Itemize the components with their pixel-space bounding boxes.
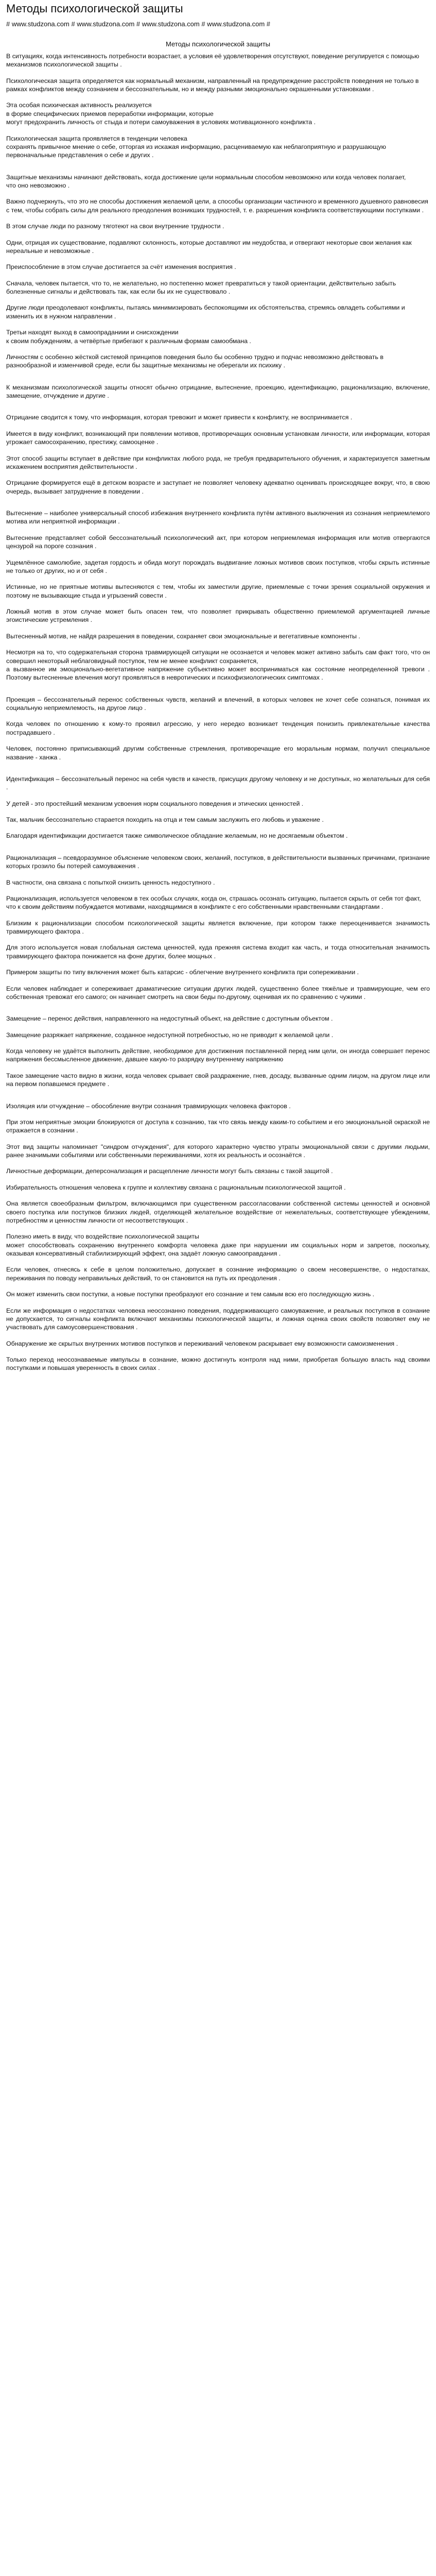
paragraph: В частности, она связана с попыткой снизить ценность недоступного . <box>6 878 215 886</box>
paragraph: Защитные механизмы начинают действовать, когда достижение цели нормальным способом невозможно или когда человек полагает, что оно невозможно . <box>6 173 406 190</box>
page-title: Методы психологической защиты <box>6 2 183 15</box>
paragraph: Человек, постоянно приписывающий другим собственные стремления, противоречащие его моральным нормам, получил специальное название - ханжа . <box>6 745 430 761</box>
paragraph: Этот способ защиты вступает в действие при конфликтах любого рода, не требуя предварительного обучения, и характеризуется заметным искажением восприятия действительности . <box>6 454 430 470</box>
paragraph: Обнаружение же скрытых внутренних мотивов поступков и переживаний человеком раскрывает ему возможности самоизменения . <box>6 1340 398 1347</box>
paragraph: Замещение разряжает напряжение, созданное недоступной потребностью, но не приводит к желаемой цели . <box>6 1031 334 1039</box>
paragraph: Если человек наблюдает и сопереживает драматические ситуации других людей, существенно более тяжёлые и травмирующие, чем его собственная тревожат его самого; он начинает смотреть на свои беды по-другому, оценивая их по сравнению с чужими . <box>6 985 430 1001</box>
paragraph: Такое замещение часто видно в жизни, когда человек срывает свой раздражение, гнев, досаду, вызванные одним лицом, на другом лице или на первом попавшемся предмете . <box>6 1072 430 1088</box>
paragraph: Психологическая защита определяется как нормальный механизм, направленный на предупреждение расстройств поведения не только в рамках конфликтов между сознанием и бессознательным, но и между разными эмоционально окрашенными установками . <box>6 77 419 93</box>
paragraph: Несмотря на то, что содержательная сторона травмирующей ситуации не осознается и человек может активно забыть сам факт того, что он совершил некоторый неблаговидный поступок, тем не менее конфликт сохраняется, а вызванное им эмоционально-вегетативное напряжение субъективно может восприниматься как состояние неопределенной тревоги . Поэтому вытесненные влечения могут проявляться в невротических и психофизиологических симптомах . <box>6 649 430 682</box>
paragraph: В этом случае люди по разному тяготеют на свои внутренние трудности . <box>6 223 224 230</box>
paragraph: Вытеснение представляет собой бессознательный психологический акт, при котором неприемлемая информация или мотив отвергаются цензурой на пороге сознания . <box>6 534 430 550</box>
paragraph: Ущемлённое самолюбие, задетая гордость и обида могут порождать выдвигание ложных мотивов своих поступков, чтобы скрыть истинные не только от других, но и от себя . <box>6 558 430 574</box>
paragraph: Сначала, человек пытается, что то, не желательно, но постепенно может превратиться у такой ориентации, действительно забыть болезненные сигналы и действовать так, как если бы их не существовало . <box>6 279 396 296</box>
paragraph: Другие люди преодолевают конфликты, пытаясь минимизировать беспокоящими их обстоятельства, стремясь овладеть событиями и изменить их в нужном направлении . <box>6 304 405 320</box>
paragraph: Психологическая защита проявляется в тенденции человека сохранять привычное мнение о себе, отторгая из искажая информацию, расцениваемую как неблагоприятную и разрушающую первоначальные представления о себе и других . <box>6 134 386 159</box>
paragraph: В ситуациях, когда интенсивность потребности возрастает, а условия её удовлетворения отсутствуют, поведение регулируется с помощью механизмов психологической защиты . <box>6 52 420 69</box>
source-line: # www.studzona.com # www.studzona.com # www.studzona.com # www.studzona.com # <box>6 20 271 28</box>
paragraph: Только переход неосознаваемые импульсы в сознание, можно достигнуть контроля над ними, приобретая большую власть над своими поступками и повышая уверенность в своих силах . <box>6 1356 430 1372</box>
paragraph: При этом неприятные эмоции блокируются от доступа к сознанию, так что связь между каким-то событием и его эмоциональной окраской не отражается в сознании . <box>6 1118 430 1134</box>
paragraph: К механизмам психологической защиты относят обычно отрицание, вытеснение, проекцию, идентификацию, рационализацию, включение, замещение, отчуждение и другие . <box>6 383 430 400</box>
paragraph: У детей - это простейший механизм усвоения норм социального поведения и этических ценностей . <box>6 800 304 807</box>
paragraph: Эта особая психическая активность реализуется в форме специфических приемов переработки информации, которые могут предохранить личность от стыда и потери самоуважения в условиях мотивационного конфликта . <box>6 101 316 126</box>
paragraph: Рационализация, используется человеком в тех особых случаях, когда он, страшась осознать ситуацию, пытается скрыть от себя тот факт, что к своим действиям побуждается мотивами, находящимися в конфликте с его собственными нравственными стандартами . <box>6 894 421 911</box>
paragraph: Личностные деформации, деперсонализация и расщепление личности могут быть связаны с такой защитой . <box>6 1167 333 1175</box>
paragraph: Важно подчеркнуть, что это не способы достижения желаемой цели, а способы организации частичного и временного душевного равновесия с тем, чтобы собрать силы для реального преодоления возникших трудностей, т. е. разрешения конфликта соответствующими поступками . <box>6 198 428 214</box>
paragraph: Изоляция или отчуждение – обособление внутри сознания травмирующих человека факторов . <box>6 1102 291 1110</box>
paragraph: Вытесненный мотив, не найдя разрешения в поведении, сохраняет свои эмоциональные и вегетативные компоненты . <box>6 632 360 640</box>
paragraph: Ложный мотив в этом случае может быть опасен тем, что позволяет прикрывать общественно приемлемой аргументацией личные эгоистические устремления . <box>6 608 430 624</box>
paragraph: Вытеснение – наиболее универсальный способ избежания внутреннего конфликта путём активного выключения из сознания неприемлемого мотива или неприятной информации . <box>6 510 430 526</box>
article-body <box>6 52 430 1372</box>
paragraph: Примером защиты по типу включения может быть катарсис - облегчение внутреннего конфликта при сопереживании . <box>6 969 359 976</box>
paragraph: Истинные, но не приятные мотивы вытесняются с тем, чтобы их заместили другие, приемлемые с точки зрения социальной окружения и поэтому не вызывающие стыда и угрызений совести . <box>6 583 430 599</box>
paragraph: Так, мальчик бессознательно старается походить на отца и тем самым заслужить его любовь и уважение . <box>6 816 324 824</box>
paragraph: Когда человеку не удаётся выполнить действие, необходимое для достижения поставленной перед ним цели, он иногда совершает перенос напряжения бессмысленное движение, давшее какую-то разрядку внутреннему напряжению <box>6 1047 430 1063</box>
paragraph: Она является своеобразным фильтром, включающимся при существенном рассогласовании собственной системы ценностей и основной своего поступка или поступков близких людей, отделяющей желательное воздействие от нежелательных, соответствующее убеждениям, потребностям и ценностям личности от несоответствующих . <box>6 1200 430 1224</box>
paragraph: Если человек, отнесясь к себе в целом положительно, допускает в сознание информацию о своем несовершенстве, о недостатках, переживания по поводу неправильных действий, то он становится на путь их преодоления . <box>6 1266 430 1282</box>
article-heading: Методы психологической защиты <box>165 40 271 48</box>
paragraph: Благодаря идентификации достигается также символическое обладание желаемым, но не досягаемым объектом . <box>6 832 348 840</box>
paragraph: Для этого используется новая глобальная система ценностей, куда прежняя система входит как часть, и тогда относительная значимость травмирующего фактора понижается на фоне других, более мощных . <box>6 944 430 960</box>
paragraph: Идентификация – бессознательный перенос на себя чувств и качеств, присущих другому человеку и не доступных, но желательных для себя . <box>6 775 430 791</box>
paragraph: Отрицание сводится к тому, что информация, которая тревожит и может привести к конфликту, не воспринимается . <box>6 414 353 421</box>
paragraph: Когда человек по отношению к кому-то проявил агрессию, у него нередко возникает тенденция понизить привлекательные качества пострадавшего . <box>6 720 430 736</box>
paragraph: Личностям с особенно жёсткой системой принципов поведения было бы особенно трудно и подчас невозможно действовать в разнообразной и изменчивой среде, если бы защитные механизмы не оберегали их психику . <box>6 353 383 369</box>
paragraph: Имеется в виду конфликт, возникающий при появлении мотивов, противоречащих основным установкам личности, или информации, которая угрожает самосохранению, престижу, самооценке . <box>6 430 430 446</box>
paragraph: Одни, отрицая их существование, подавляют склонность, которые доставляют им неудобства, и отвергают некоторые свои желания как нереальные и невозможные . <box>6 239 412 255</box>
paragraph: Избирательность отношения человека к группе и коллективу связана с рациональным психологической защитой . <box>6 1183 346 1191</box>
paragraph: Отрицание формируется ещё в детском возрасте и заступает не позволяет человеку адекватно оценивать происходящее вокруг, что, в свою очередь, вызывает затруднение в поведении . <box>6 479 430 495</box>
paragraph: Он может изменить свои поступки, а новые поступки преобразуют его сознание и тем самым всю его последующую жизнь . <box>6 1291 375 1298</box>
paragraph: Замещение – перенос действия, направленного на недоступный объект, на действие с доступным объектом . <box>6 1015 333 1023</box>
paragraph: Если же информация о недостатках человека неосознанно поведения, поддерживающего самоуважение, и реальных поступков в сознание не допускается, то сигналы конфликта включают механизмы психологической защиты, и ложная оценка своих свойств позволяет ему не участвовать для самоусовершенствования . <box>6 1307 430 1331</box>
paragraph: Преиспособление в этом случае достигается за счёт изменения восприятия . <box>6 263 236 271</box>
paragraph: Полезно иметь в виду, что воздействие психологической защиты может способствовать сохранению внутреннего комфорта человека даже при нарушении им социальных норм и запретов, поскольку, оказывая консервативный стабилизирующий эффект, она задаёт ложную самооправдания . <box>6 1233 430 1258</box>
paragraph: Рационализация – псевдоразумное объяснение человеком своих, желаний, поступков, в действительности вызванных причинами, признание которых грозило бы потерей самоуважения . <box>6 854 430 870</box>
paragraph: Этот вид защиты напоминает "синдром отчуждения", для которого характерно чувство утраты эмоциональной связи с другими людьми, ранее значимыми событиями или собственными переживаниями, хотя их реальность и осознаётся . <box>6 1143 430 1159</box>
paragraph: Близким к рационализации способом психологической защиты является включение, при котором также переоценивается значимость травмирующего фактора . <box>6 919 430 936</box>
paragraph: Третьи находят выход в самоопраданиии и снисхождении к своим побуждениям, а четвёртые прибегают к различным формам самообмана . <box>6 329 251 345</box>
paragraph: Проекция – бессознательный перенос собственных чувств, желаний и влечений, в которых человек не хочет себе сознаться, понимая их социальную неприемлемость, на другое лицо . <box>6 696 430 712</box>
